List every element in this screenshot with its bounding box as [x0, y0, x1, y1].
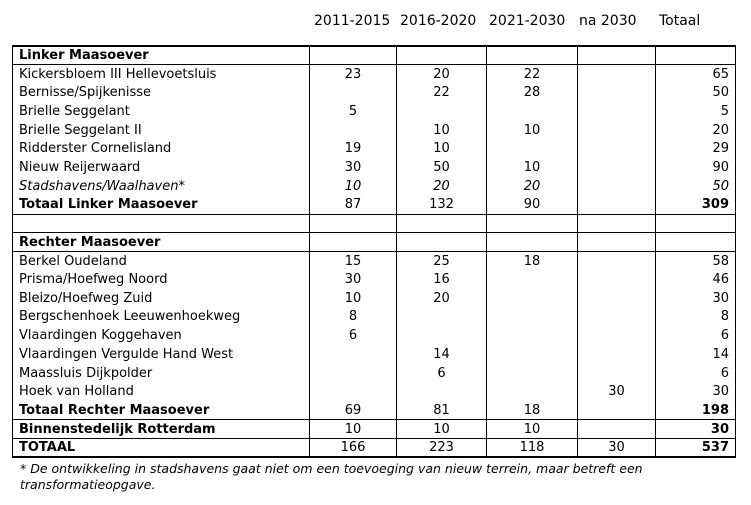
row-value: 90	[487, 196, 578, 215]
row-value	[310, 46, 397, 65]
row-total: 20	[656, 121, 736, 140]
row-label: Stadshavens/Waalhaven*	[13, 177, 310, 196]
row-value: 81	[397, 401, 487, 420]
row-value: 20	[487, 177, 578, 196]
row-total: 309	[656, 196, 736, 215]
table-row	[13, 177, 736, 196]
row-value	[310, 214, 397, 233]
row-value: 28	[487, 83, 578, 102]
table-row	[13, 214, 736, 233]
row-value	[578, 196, 656, 215]
table-row	[13, 326, 736, 345]
row-value	[578, 252, 656, 271]
row-value: 50	[397, 158, 487, 177]
row-total: 58	[656, 252, 736, 271]
row-value: 23	[310, 65, 397, 84]
row-value	[487, 270, 578, 289]
row-value	[578, 65, 656, 84]
row-label	[13, 214, 310, 233]
row-label: Bleizo/Hoefweg Zuid	[13, 289, 310, 308]
row-value: 20	[397, 289, 487, 308]
table-row	[13, 270, 736, 289]
row-total: 65	[656, 65, 736, 84]
row-value: 20	[397, 65, 487, 84]
row-value: 30	[578, 438, 656, 457]
row-label: Vlaardingen Vergulde Hand West	[13, 345, 310, 364]
row-value	[578, 364, 656, 383]
row-value	[310, 233, 397, 252]
row-label: Totaal Linker Maasoever	[13, 196, 310, 215]
table-row	[13, 345, 736, 364]
row-value	[487, 102, 578, 121]
row-value: 22	[397, 83, 487, 102]
row-value: 6	[397, 364, 487, 383]
row-value: 16	[397, 270, 487, 289]
row-value: 10	[487, 121, 578, 140]
row-value	[578, 158, 656, 177]
row-total: 537	[656, 438, 736, 457]
table-row	[13, 233, 736, 252]
row-total	[656, 46, 736, 65]
row-value	[578, 83, 656, 102]
row-value	[397, 102, 487, 121]
row-label: Bernisse/Spijkenisse	[13, 83, 310, 102]
row-total	[656, 214, 736, 233]
header-totaal: Totaal	[659, 13, 701, 29]
row-total: 8	[656, 308, 736, 327]
row-label: Vlaardingen Koggehaven	[13, 326, 310, 345]
row-value: 118	[487, 438, 578, 457]
row-value: 5	[310, 102, 397, 121]
table-row	[13, 382, 736, 401]
row-label: Totaal Rechter Maasoever	[13, 401, 310, 420]
row-total: 5	[656, 102, 736, 121]
row-value: 10	[397, 420, 487, 439]
row-value	[578, 102, 656, 121]
row-value: 25	[397, 252, 487, 271]
row-value	[578, 326, 656, 345]
row-value: 30	[578, 382, 656, 401]
row-value	[487, 326, 578, 345]
row-value	[487, 289, 578, 308]
row-total: 30	[656, 382, 736, 401]
table-row	[13, 158, 736, 177]
terrain-table	[12, 45, 736, 458]
row-value: 18	[487, 401, 578, 420]
row-value	[578, 121, 656, 140]
row-value	[578, 270, 656, 289]
row-total: 14	[656, 345, 736, 364]
row-label: Binnenstedelijk Rotterdam	[13, 420, 310, 439]
row-value	[487, 46, 578, 65]
row-total: 6	[656, 326, 736, 345]
row-value	[487, 382, 578, 401]
table-row	[13, 139, 736, 158]
row-value: 166	[310, 438, 397, 457]
row-value	[310, 121, 397, 140]
table-row	[13, 102, 736, 121]
row-value: 20	[397, 177, 487, 196]
table-row	[13, 252, 736, 271]
table-row	[13, 83, 736, 102]
row-label: Nieuw Reijerwaard	[13, 158, 310, 177]
row-value	[397, 214, 487, 233]
row-value: 22	[487, 65, 578, 84]
row-value	[578, 308, 656, 327]
row-value: 10	[397, 121, 487, 140]
table-row	[13, 308, 736, 327]
row-total: 46	[656, 270, 736, 289]
table-row	[13, 196, 736, 215]
row-value	[487, 214, 578, 233]
row-label: Kickersbloem III Hellevoetsluis	[13, 65, 310, 84]
table-row	[13, 289, 736, 308]
table-row	[13, 121, 736, 140]
row-total: 29	[656, 139, 736, 158]
row-value	[397, 233, 487, 252]
row-value	[578, 214, 656, 233]
table-row	[13, 364, 736, 383]
row-total: 50	[656, 177, 736, 196]
row-value: 6	[310, 326, 397, 345]
row-value: 87	[310, 196, 397, 215]
header-2016-2020: 2016-2020	[400, 13, 477, 29]
row-label: Brielle Seggelant	[13, 102, 310, 121]
row-value	[310, 345, 397, 364]
table-row	[13, 438, 736, 457]
row-label: Berkel Oudeland	[13, 252, 310, 271]
row-value	[487, 139, 578, 158]
row-total: 30	[656, 420, 736, 439]
table-row	[13, 65, 736, 84]
table-row	[13, 420, 736, 439]
row-label: Hoek van Holland	[13, 382, 310, 401]
row-value: 30	[310, 270, 397, 289]
row-total	[656, 233, 736, 252]
row-value: 10	[487, 158, 578, 177]
row-label: Rechter Maasoever	[13, 233, 310, 252]
row-value	[397, 382, 487, 401]
row-value: 10	[310, 420, 397, 439]
row-value: 18	[487, 252, 578, 271]
row-value: 30	[310, 158, 397, 177]
row-total: 50	[656, 83, 736, 102]
row-label: Bergschenhoek Leeuwenhoekweg	[13, 308, 310, 327]
row-value: 223	[397, 438, 487, 457]
row-total: 30	[656, 289, 736, 308]
row-value	[397, 326, 487, 345]
row-value	[487, 345, 578, 364]
row-label: Prisma/Hoefweg Noord	[13, 270, 310, 289]
row-value	[487, 308, 578, 327]
table-row	[13, 46, 736, 65]
row-value	[578, 401, 656, 420]
row-value: 15	[310, 252, 397, 271]
row-label: Maassluis Dijkpolder	[13, 364, 310, 383]
row-value: 19	[310, 139, 397, 158]
row-value: 10	[310, 289, 397, 308]
row-total: 90	[656, 158, 736, 177]
row-value	[397, 308, 487, 327]
row-value	[310, 364, 397, 383]
row-value	[310, 83, 397, 102]
row-value	[578, 139, 656, 158]
row-total: 198	[656, 401, 736, 420]
row-value: 10	[487, 420, 578, 439]
row-value	[310, 382, 397, 401]
row-value: 8	[310, 308, 397, 327]
row-value: 10	[310, 177, 397, 196]
row-value: 10	[397, 139, 487, 158]
row-value	[487, 233, 578, 252]
row-label: Linker Maasoever	[13, 46, 310, 65]
row-value	[578, 233, 656, 252]
row-value: 69	[310, 401, 397, 420]
row-value	[578, 420, 656, 439]
header-na-2030: na 2030	[579, 13, 637, 29]
row-label: Ridderster Cornelisland	[13, 139, 310, 158]
header-2011-2015: 2011-2015	[314, 13, 391, 29]
row-value	[578, 177, 656, 196]
row-value	[578, 345, 656, 364]
row-label: TOTAAL	[13, 438, 310, 457]
row-value	[578, 289, 656, 308]
row-value: 132	[397, 196, 487, 215]
row-label: Brielle Seggelant II	[13, 121, 310, 140]
row-total: 6	[656, 364, 736, 383]
footnote: * De ontwikkeling in stadshavens gaat niet om een toevoeging van nieuw terrein, maar betreft een transformatieopgave.	[20, 461, 643, 492]
row-value: 14	[397, 345, 487, 364]
row-value	[397, 46, 487, 65]
header-2021-2030: 2021-2030	[489, 13, 566, 29]
table-row	[13, 401, 736, 420]
row-value	[487, 364, 578, 383]
row-value	[578, 46, 656, 65]
